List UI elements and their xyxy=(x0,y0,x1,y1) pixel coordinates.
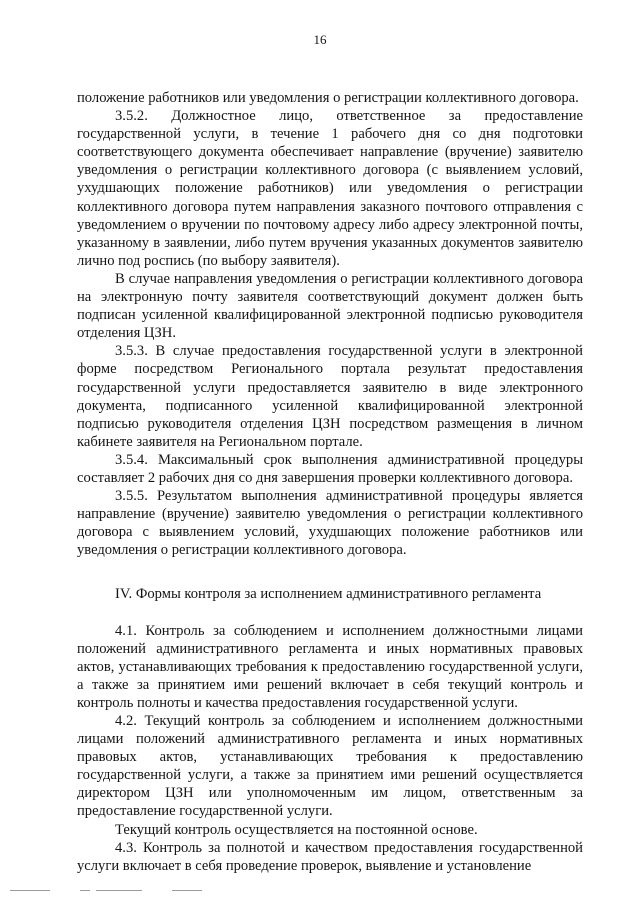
footer-mark xyxy=(172,890,202,891)
paragraph: 3.5.3. В случае предоставления государственной услуги в электронной форме посредством Регионального портала результат предоставления государственной услуги предоставляется заявителю в виде электронного документа, подписанного усиленной квалифицированной электронной подписью руководителя отделения ЦЗН посредством размещения в личном кабинете заявителя на Региональном портале. xyxy=(77,343,583,450)
paragraph: 4.3. Контроль за полнотой и качеством предоставления государственной услуги включает в себя проведение проверок, выявление и установление xyxy=(77,839,583,874)
paragraph: В случае направления уведомления о регистрации коллективного договора на электронную почту заявителя соответствующий документ должен быть подписан усиленной квалифицированной электронной подписью руководителя отделения ЦЗН. xyxy=(77,270,583,342)
paragraph: Текущий контроль осуществляется на постоянной основе. xyxy=(115,821,478,838)
footer-marks xyxy=(0,888,640,894)
page-number: 16 xyxy=(313,32,327,47)
footer-mark xyxy=(96,890,142,891)
paragraph: положение работников или уведомления о регистрации коллективного договора. xyxy=(77,90,579,106)
paragraph: 4.2. Текущий контроль за соблюдением и исполнением должностными лицами положений административного регламента и иных нормативных правовых актов, устанавливающих требования к предоставлению государственной услуги, а также за принятием ими решений осуществляется директором ЦЗН или уполномоченным им лицом, ответственным за предоставление государственной услуги. xyxy=(77,713,583,820)
footer-mark xyxy=(10,890,50,891)
paragraph: 3.5.4. Максимальный срок выполнения административной процедуры составляет 2 рабочих дня со дня завершения проверки коллективного договора. xyxy=(77,451,583,486)
section-heading: IV. Формы контроля за исполнением административного регламента xyxy=(115,586,542,603)
footer-mark xyxy=(80,890,90,891)
paragraph: 4.1. Контроль за соблюдением и исполнением должностными лицами положений административного регламента и иных нормативных правовых актов, устанавливающих требования к предоставлению государственной услуги, а также за принятием ими решений включает в себя текущий контроль и контроль полноты и качества предоставления государственной услуги. xyxy=(77,622,583,711)
paragraph: 3.5.2. Должностное лицо, ответственное за предоставление государственной услуги, в течение 1 рабочего дня со дня подготовки соответствующего документа обеспечивает направление (вручение) заявителю уведомления о регистрации коллективного договора (с выявлением условий, ухудшающих положение работников) или уведомления о регистрации коллективного договора путем направления заказного почтового отправления с уведомлением о вручении по почтовому адресу либо адресу электронной почты, указанному в заявлении, либо путем вручения указанных документов заявителю лично под роспись (по выбору заявителя). xyxy=(77,108,583,269)
document-body xyxy=(77,89,583,875)
paragraph: 3.5.5. Результатом выполнения административной процедуры является направление (вручение) заявителю уведомления о регистрации коллективного договора с выявлением условий, ухудшающих положение работников или уведомления о регистрации коллективного договора. xyxy=(77,488,583,559)
